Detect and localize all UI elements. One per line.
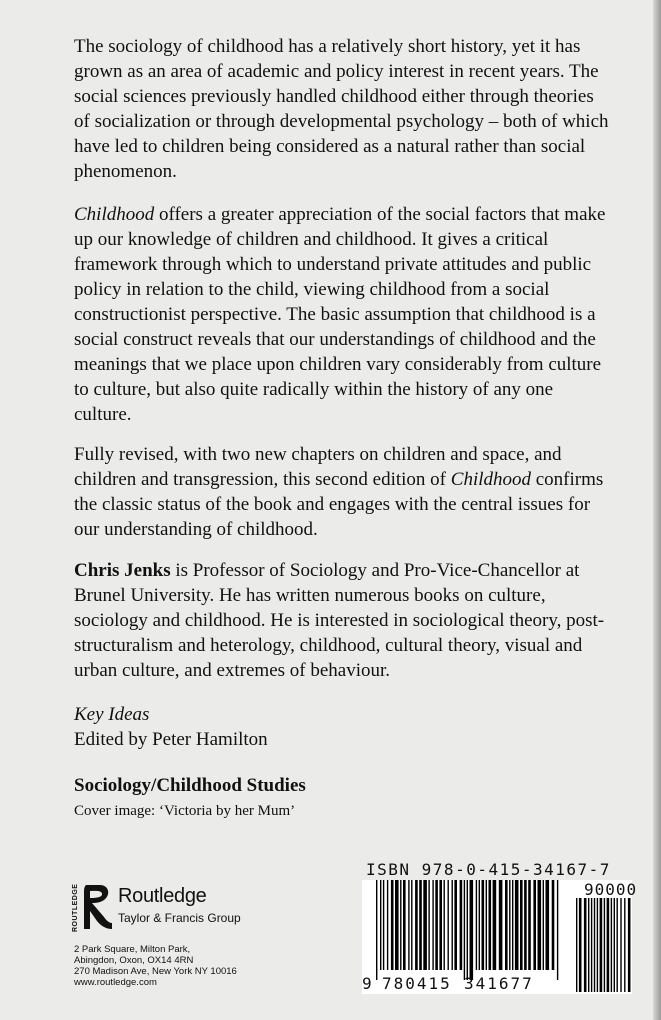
author-name: Chris Jenks bbox=[74, 560, 171, 581]
barcode-bar bbox=[464, 880, 465, 980]
barcode-bar bbox=[543, 880, 544, 970]
barcode-bar bbox=[423, 880, 427, 970]
barcode-bar bbox=[415, 880, 418, 970]
publisher-group: Taylor & Francis Group bbox=[118, 911, 241, 925]
barcode-bar bbox=[439, 880, 442, 970]
author-bio-text: is Professor of Sociology and Pro-Vice-Chancellor at Brunel University. He has written numerous books on culture, sociology and childhood. He is interested in sociological theory, post-structuralism and heterology, childhood, cultural theory, visual and urban culture, and extremes of behaviour. bbox=[74, 560, 605, 681]
barcode-bar bbox=[524, 880, 527, 970]
barcode-bar bbox=[546, 880, 550, 970]
barcode-digits-left: 780415 bbox=[382, 974, 452, 993]
barcode-bar bbox=[460, 880, 463, 970]
barcode-bar bbox=[419, 880, 422, 970]
barcode-bar bbox=[452, 880, 453, 970]
barcode-bar bbox=[376, 880, 377, 980]
series-editor: Edited by Peter Hamilton bbox=[74, 729, 268, 750]
barcode-bar bbox=[597, 898, 598, 992]
barcode-bar bbox=[383, 880, 384, 970]
barcode-bar bbox=[380, 880, 381, 970]
barcode-bar bbox=[444, 880, 445, 970]
barcode-bar bbox=[591, 898, 592, 992]
address-line: Abingdon, Oxon, OX14 4RN bbox=[74, 955, 194, 966]
barcode-bar bbox=[533, 880, 536, 970]
address-line: www.routledge.com bbox=[74, 977, 157, 988]
barcode-bar bbox=[600, 898, 603, 992]
barcode-bar bbox=[395, 880, 399, 970]
barcode-bar bbox=[515, 880, 519, 970]
barcode-bar bbox=[428, 880, 429, 970]
publisher-address bbox=[74, 944, 237, 988]
barcode-bar bbox=[620, 898, 621, 992]
barcode-bar bbox=[512, 880, 513, 970]
routledge-r-icon bbox=[82, 883, 114, 933]
barcode-bar bbox=[408, 880, 409, 970]
barcode-bar bbox=[576, 898, 577, 992]
barcode-bar bbox=[604, 898, 605, 992]
barcode-bar bbox=[499, 880, 503, 970]
isbn-label: ISBN 978-0-415-34167-7 bbox=[366, 860, 611, 879]
barcode-bar bbox=[588, 898, 589, 992]
description-paragraph-3 bbox=[74, 442, 614, 542]
barcode-bar bbox=[538, 880, 542, 970]
barcode-bar bbox=[435, 880, 438, 970]
barcode-bar bbox=[607, 898, 610, 992]
barcode-bar bbox=[624, 898, 625, 992]
barcode-bar bbox=[594, 898, 595, 992]
page-edge bbox=[653, 0, 661, 1020]
paragraph-3-start: Fully revised, with two new chapters on children and space, and children and transgression, this second edition of bbox=[74, 444, 562, 490]
series-info bbox=[74, 702, 268, 752]
description-paragraph-2 bbox=[74, 202, 614, 427]
address-line: 270 Madison Ave, New York NY 10016 bbox=[74, 966, 237, 977]
barcode-bar bbox=[509, 880, 510, 970]
cover-credit: Cover image: ‘Victoria by her Mum’ bbox=[74, 803, 296, 819]
publisher-logo bbox=[72, 883, 272, 933]
barcode-bar bbox=[505, 880, 508, 970]
barcode-bar bbox=[479, 880, 480, 970]
barcode-bar bbox=[411, 880, 412, 970]
logo-side-text: ROUTLEDGE bbox=[72, 883, 79, 933]
barcode-digits-right: 341677 bbox=[464, 974, 534, 993]
barcode-bar bbox=[557, 880, 558, 980]
barcode-bar bbox=[628, 898, 631, 992]
paragraph-2-text: offers a greater appreciation of the social factors that make up our knowledge of children and childhood. It gives a critical framework through which to understand private attitudes and public policy in relation to the child, viewing childhood from a social constructionist perspective. The basic assumption that childhood is a social construct reveals that our understandings of childhood and the meanings that we place upon children vary considerably from culture to culture, but also quite radically within the history of any one culture. bbox=[74, 204, 606, 425]
barcode-bar bbox=[391, 880, 394, 970]
book-title-italic: Childhood bbox=[450, 469, 531, 490]
barcode-bar bbox=[489, 880, 492, 970]
paragraph-3-end: confirms the classic status of the book and engages with the central issues for our understanding of childhood. bbox=[74, 469, 604, 540]
barcode-bar bbox=[486, 880, 487, 970]
barcode-addon-number: 90000 bbox=[584, 880, 638, 899]
barcode-bar bbox=[493, 880, 497, 970]
barcode-bar bbox=[467, 880, 468, 980]
subject-category: Sociology/Childhood Studies bbox=[74, 775, 306, 796]
publisher-name: Routledge bbox=[118, 885, 207, 907]
description-paragraph-1: The sociology of childhood has a relatively short history, yet it has grown as an area of academic and policy interest in recent years. The social sciences previously handled childhood either through theories of socialization or through developmental psychology – both of which have led to children being considered as a natural rather than social phenomenon. bbox=[74, 36, 609, 182]
barcode-bar bbox=[528, 880, 531, 970]
barcode-bar bbox=[579, 898, 582, 992]
barcode-bar bbox=[552, 880, 555, 970]
barcode-bar bbox=[482, 880, 485, 970]
barcode-bar bbox=[617, 898, 618, 992]
author-bio bbox=[74, 558, 614, 683]
barcode-bar bbox=[387, 880, 388, 970]
barcode-bar bbox=[520, 880, 523, 970]
barcode-bar bbox=[611, 898, 612, 992]
barcode-bar bbox=[448, 880, 449, 970]
barcode-bar bbox=[470, 880, 474, 980]
book-title-italic: Childhood bbox=[74, 204, 155, 225]
barcode-digit-lead: 9 bbox=[362, 974, 372, 993]
barcode-bar bbox=[614, 898, 615, 992]
barcode-bar bbox=[584, 898, 587, 992]
address-line: 2 Park Square, Milton Park, bbox=[74, 944, 191, 955]
barcode-bar bbox=[454, 880, 457, 970]
barcode-bar bbox=[403, 880, 406, 970]
barcode-bar bbox=[400, 880, 401, 970]
barcode-bar bbox=[432, 880, 433, 970]
series-name: Key Ideas bbox=[74, 704, 150, 725]
barcode-bar bbox=[476, 880, 477, 970]
